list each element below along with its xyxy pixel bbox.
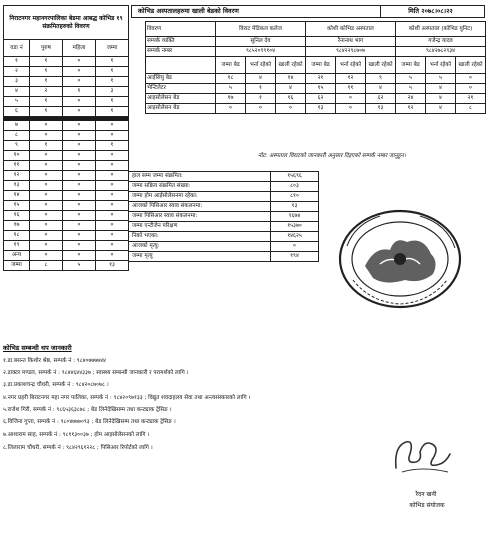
municipality-seal-icon: [335, 206, 465, 312]
summary-label: जम्मा सक्रिय संक्रमित संख्या:: [129, 182, 271, 192]
contact-item: १.डा.बसन्त किशोर श्रेष्ठ, सम्पर्क नं : ९८४०७७७७४४: [3, 358, 106, 364]
ward-cell: १७: [4, 221, 30, 231]
bed-count-cell: ५: [396, 74, 426, 84]
male-cell: ८: [30, 261, 63, 271]
male-cell: १: [30, 67, 63, 77]
summary-value: १५३७०: [271, 222, 319, 232]
contact-item: ५.राजेश गिरी, सम्पर्क नं : ९८६५३६३८७८ ; बेड लिनेदेखिसम्म तथा कन्ट्याक ट्रेसिङ ।: [3, 407, 172, 413]
bed-count-cell: २४: [396, 94, 426, 104]
ward-row: [4, 231, 129, 241]
ward-row: [4, 57, 129, 67]
bed-count-cell: ५: [216, 84, 246, 94]
summary-label: जम्मा एन्टीजेन परिक्षण: [129, 222, 271, 232]
ward-row: [4, 141, 129, 151]
summary-value: ०: [271, 242, 319, 252]
total-cell: १: [96, 57, 129, 67]
bed-count-cell: २१: [306, 74, 336, 84]
ward-infection-table: [3, 5, 129, 271]
contact-person: सुनिल देव: [216, 37, 306, 47]
female-cell: ०: [63, 201, 96, 211]
hospital-name: कोशी अस्पताल (कोभिड युनिट): [396, 22, 486, 37]
female-cell: ०: [63, 107, 96, 117]
total-cell: ०: [96, 251, 129, 261]
female-cell: ०: [63, 211, 96, 221]
bed-count-cell: ०: [276, 104, 306, 114]
ward-row: [4, 107, 129, 117]
male-cell: ०: [30, 221, 63, 231]
bed-count-cell: १: [246, 84, 276, 94]
ward-cell: ४: [4, 87, 30, 97]
bed-count-cell: १३: [366, 104, 396, 114]
total-cell: १: [96, 77, 129, 87]
total-cell: ०: [96, 151, 129, 161]
ward-row: [4, 181, 129, 191]
bed-note: नोट: अस्पताल विराटको जानकारी अनुसार दिइएको सम्पर्क नम्बर जानुहुन।: [258, 153, 406, 159]
ward-cell: १२: [4, 171, 30, 181]
bed-count-cell: ११: [336, 84, 366, 94]
contact-person-label: सम्पर्क व्यक्ति: [146, 37, 216, 47]
ward-col-header: जम्मा: [96, 40, 129, 57]
bed-count-cell: १२: [336, 74, 366, 84]
ward-row: [4, 211, 129, 221]
ward-row: [4, 221, 129, 231]
contact-number: ९८४२२९८७०७: [306, 47, 396, 57]
total-cell: १: [96, 67, 129, 77]
male-cell: १: [30, 57, 63, 67]
total-cell: ०: [96, 241, 129, 251]
bed-count-cell: १४: [276, 74, 306, 84]
bed-sub-header: भर्ना रहेको: [426, 57, 456, 74]
contact-item: ३.डा.प्रकाशचन्द्र चौधरी, सम्पर्क नं : ९८४२०८७०७८ ।: [3, 382, 109, 388]
male-cell: १: [30, 107, 63, 117]
ward-col-header: महिला: [63, 40, 96, 57]
bed-type-label: आइसोलेसन बेड: [146, 94, 216, 104]
bed-count-cell: २१: [456, 94, 486, 104]
contact-item: ६.विजिना गुप्ता, सम्पर्क नं : ९८०४७७७०९३ ; बेड लिनेदेखिसम्म तथा कन्ट्याक ट्रेसिङ ।: [3, 419, 176, 425]
male-cell: ०: [30, 121, 63, 131]
ward-cell: १३: [4, 181, 30, 191]
contact-number: ९८५२०९९१०४: [216, 47, 306, 57]
summary-label: हाल सम्म जम्मा संक्रमित:: [129, 172, 271, 182]
signatory-name: रैदन खनी: [415, 491, 437, 498]
ward-row: [4, 77, 129, 87]
covid-summary-table: [128, 171, 319, 262]
total-cell: १: [96, 141, 129, 151]
total-cell: ३: [96, 87, 129, 97]
bed-row: [146, 74, 486, 84]
ward-cell: १५: [4, 201, 30, 211]
bed-sub-header: खाली रहेको: [456, 57, 486, 74]
summary-label: जम्मा होम आईसोलेसनमा रहेका:: [129, 192, 271, 202]
ward-row: [4, 191, 129, 201]
contact-item: ४.नगर प्रहरी बिराटनगर महा नगर पालिका, सम्पर्क नं : ९८४२०९७१३३ ; विद्युत शवदाहलय सेवा तथा अन्त्यसंस्कारको लागि ।: [3, 395, 251, 401]
ward-row: [4, 171, 129, 181]
bed-count-cell: ८: [456, 104, 486, 114]
summary-label: निको भएका:: [129, 232, 271, 242]
male-cell: ०: [30, 241, 63, 251]
bed-type-label: आइसोलेसन बेड: [146, 104, 216, 114]
ward-cell: अन्य: [4, 251, 30, 261]
summary-row: [129, 212, 319, 222]
contact-item: ८.लिलाराम चौधरी, सम्पर्क नं : ९८४२९६१२२८ ; पिसिआर रिपोर्टको लागि ।: [3, 445, 153, 451]
summary-row: [129, 242, 319, 252]
total-cell: ०: [96, 231, 129, 241]
bed-type-label: आईसियु बेड: [146, 74, 216, 84]
bed-type-label: भेन्टिलेटर: [146, 84, 216, 94]
female-cell: ०: [63, 131, 96, 141]
summary-row: [129, 172, 319, 182]
bed-count-cell: ४: [246, 74, 276, 84]
bed-count-cell: ९: [366, 74, 396, 84]
summary-row: [129, 222, 319, 232]
bed-count-cell: १२: [396, 104, 426, 114]
female-cell: ०: [63, 141, 96, 151]
ward-row: [4, 97, 129, 107]
bed-count-cell: ४: [426, 104, 456, 114]
male-cell: १: [30, 141, 63, 151]
ward-row: [4, 131, 129, 141]
report-header: [131, 5, 485, 18]
contact-person: गजेन्द्र यादव: [396, 37, 486, 47]
female-cell: ०: [63, 67, 96, 77]
hospital-name: विराट मेडिकल कलेज: [216, 22, 306, 37]
male-cell: ०: [30, 251, 63, 261]
male-cell: ०: [30, 151, 63, 161]
female-cell: ५: [63, 261, 96, 271]
bed-row: [146, 84, 486, 94]
male-cell: ०: [30, 201, 63, 211]
female-cell: ०: [63, 57, 96, 67]
ward-table-title: निराटनगर महानगरपालिका बेडमा आबद्ध कोभिड १९ संक्रमितहरुको विवरण: [4, 6, 129, 40]
bed-sub-header: जम्मा बेड: [306, 57, 336, 74]
ward-row: [4, 161, 129, 171]
summary-value: १४६२५: [271, 232, 319, 242]
female-cell: ०: [63, 191, 96, 201]
male-cell: ०: [30, 211, 63, 221]
male-cell: ०: [30, 161, 63, 171]
ward-cell: ९: [4, 141, 30, 151]
total-cell: १३: [96, 261, 129, 271]
bed-count-cell: ४: [276, 84, 306, 94]
total-cell: ०: [96, 121, 129, 131]
male-cell: २: [30, 87, 63, 97]
summary-label: जम्मा मृत्यु: [129, 252, 271, 262]
female-cell: ०: [63, 181, 96, 191]
male-cell: १: [30, 77, 63, 87]
total-cell: १: [96, 107, 129, 117]
female-cell: ०: [63, 77, 96, 87]
ward-cell: ११: [4, 161, 30, 171]
summary-value: १५६९६: [271, 172, 319, 182]
summary-value: १९४: [271, 252, 319, 262]
bed-count-cell: ५: [426, 74, 456, 84]
ward-cell: १: [4, 57, 30, 67]
female-cell: ०: [63, 221, 96, 231]
ward-row: [4, 67, 129, 77]
summary-row: [129, 202, 319, 212]
contact-person: रैनानाथ भाग: [306, 37, 396, 47]
male-cell: ०: [30, 231, 63, 241]
bed-sub-header: जम्मा बेड: [396, 57, 426, 74]
bed-count-cell: ०: [456, 74, 486, 84]
ward-cell: ५: [4, 97, 30, 107]
ward-cell: १०: [4, 151, 30, 161]
female-cell: ०: [63, 151, 96, 161]
bed-row: [146, 94, 486, 104]
bed-sub-header: जम्मा बेड: [216, 57, 246, 74]
male-cell: ०: [30, 131, 63, 141]
summary-value: ९६७४: [271, 212, 319, 222]
male-cell: ०: [30, 181, 63, 191]
summary-row: [129, 232, 319, 242]
ward-cell: १४: [4, 191, 30, 201]
hospital-name: कोशी कोभिड अस्पताल: [306, 22, 396, 37]
bed-count-cell: १७: [216, 94, 246, 104]
summary-row: [129, 192, 319, 202]
signatory-role: कोभिड संयोजक: [409, 502, 445, 509]
female-cell: ०: [63, 251, 96, 261]
signature-icon: [388, 432, 458, 480]
ward-col-header: वडा नं: [4, 40, 30, 57]
total-cell: ०: [96, 171, 129, 181]
bed-count-cell: ०: [246, 104, 276, 114]
total-cell: ०: [96, 161, 129, 171]
contact-item: ७.आशाराम साह, सम्पर्क नं : ९८११३००३७ ; होम आइसोलेसनको लागि ।: [3, 432, 150, 438]
hospital-bed-table: [145, 21, 486, 114]
bed-sub-header: खाली रहेको: [366, 57, 396, 74]
bed-count-cell: ६२: [366, 94, 396, 104]
bed-count-cell: ६२: [306, 94, 336, 104]
female-cell: ०: [63, 161, 96, 171]
female-cell: ०: [63, 121, 96, 131]
bed-sub-header: भर्ना रहेको: [336, 57, 366, 74]
contact-item: २.डाक्टर मण्डल, सम्पर्क नं : ९८४४६४४३३७ ; स्वास्थ्य सम्बन्धी जानकारी र परामर्शको लागि ।: [3, 370, 189, 376]
bed-count-cell: ४: [366, 84, 396, 94]
bed-count-cell: ०: [456, 84, 486, 94]
bed-sub-header: भर्ना रहेको: [246, 57, 276, 74]
total-cell: १: [96, 97, 129, 107]
ward-cell: १९: [4, 241, 30, 251]
bed-count-cell: १८: [216, 74, 246, 84]
summary-row: [129, 182, 319, 192]
male-cell: ०: [30, 171, 63, 181]
ward-cell: ८: [4, 131, 30, 141]
bed-count-cell: १५: [306, 84, 336, 94]
bed-count-cell: ०: [336, 94, 366, 104]
bed-row: [146, 104, 486, 114]
total-cell: ०: [96, 221, 129, 231]
female-cell: ०: [63, 97, 96, 107]
total-cell: ०: [96, 191, 129, 201]
summary-label: आजको मृत्यु:: [129, 242, 271, 252]
total-cell: ०: [96, 211, 129, 221]
female-cell: ०: [63, 171, 96, 181]
total-cell: ०: [96, 201, 129, 211]
bed-count-cell: ०: [216, 104, 246, 114]
summary-value: ८०३: [271, 182, 319, 192]
summary-value: १३: [271, 202, 319, 212]
ward-row: [4, 151, 129, 161]
bed-count-cell: १३: [306, 104, 336, 114]
bed-col-label: विवरण: [146, 22, 216, 37]
ward-cell: २: [4, 67, 30, 77]
total-cell: ०: [96, 181, 129, 191]
report-date: मिति २०७८।०८।२२: [380, 6, 480, 18]
bed-count-cell: ४: [426, 84, 456, 94]
contact-number: ९८४२७८२९३४: [396, 47, 486, 57]
ward-cell: १८: [4, 231, 30, 241]
ward-row: [4, 201, 129, 211]
summary-label: जम्मा पिसिआर स्वाव संकलनमा:: [129, 212, 271, 222]
report-title: कोभिड अस्पतालहरुमा खाली बेडको विवरण: [138, 7, 239, 15]
male-cell: ०: [30, 191, 63, 201]
bed-sub-header: खाली रहेको: [276, 57, 306, 74]
ward-cell: जम्मा: [4, 261, 30, 271]
ward-row: [4, 261, 129, 271]
ward-cell: ३: [4, 77, 30, 87]
bed-count-cell: ०: [336, 104, 366, 114]
summary-value: ८१०: [271, 192, 319, 202]
blank-cell: [146, 57, 216, 74]
ward-row: [4, 87, 129, 97]
female-cell: ०: [63, 231, 96, 241]
summary-label: आजको पिसिआर स्वाव संकलनमा:: [129, 202, 271, 212]
total-cell: ०: [96, 131, 129, 141]
ward-col-header: पुरुष: [30, 40, 63, 57]
bed-count-cell: ४: [426, 94, 456, 104]
summary-row: [129, 252, 319, 262]
ward-cell: ७: [4, 121, 30, 131]
ward-cell: ६: [4, 107, 30, 117]
bed-count-cell: ५: [396, 84, 426, 94]
female-cell: १: [63, 87, 96, 97]
bed-count-cell: १६: [276, 94, 306, 104]
male-cell: १: [30, 97, 63, 107]
ward-row: [4, 241, 129, 251]
female-cell: ०: [63, 241, 96, 251]
ward-row: [4, 121, 129, 131]
ward-cell: १६: [4, 211, 30, 221]
contacts-title: कोभिड सम्बन्धी थप जानकारी: [3, 344, 72, 352]
contact-number-label: सम्पर्क नम्बर: [146, 47, 216, 57]
bed-count-cell: १: [246, 94, 276, 104]
ward-row: [4, 251, 129, 261]
